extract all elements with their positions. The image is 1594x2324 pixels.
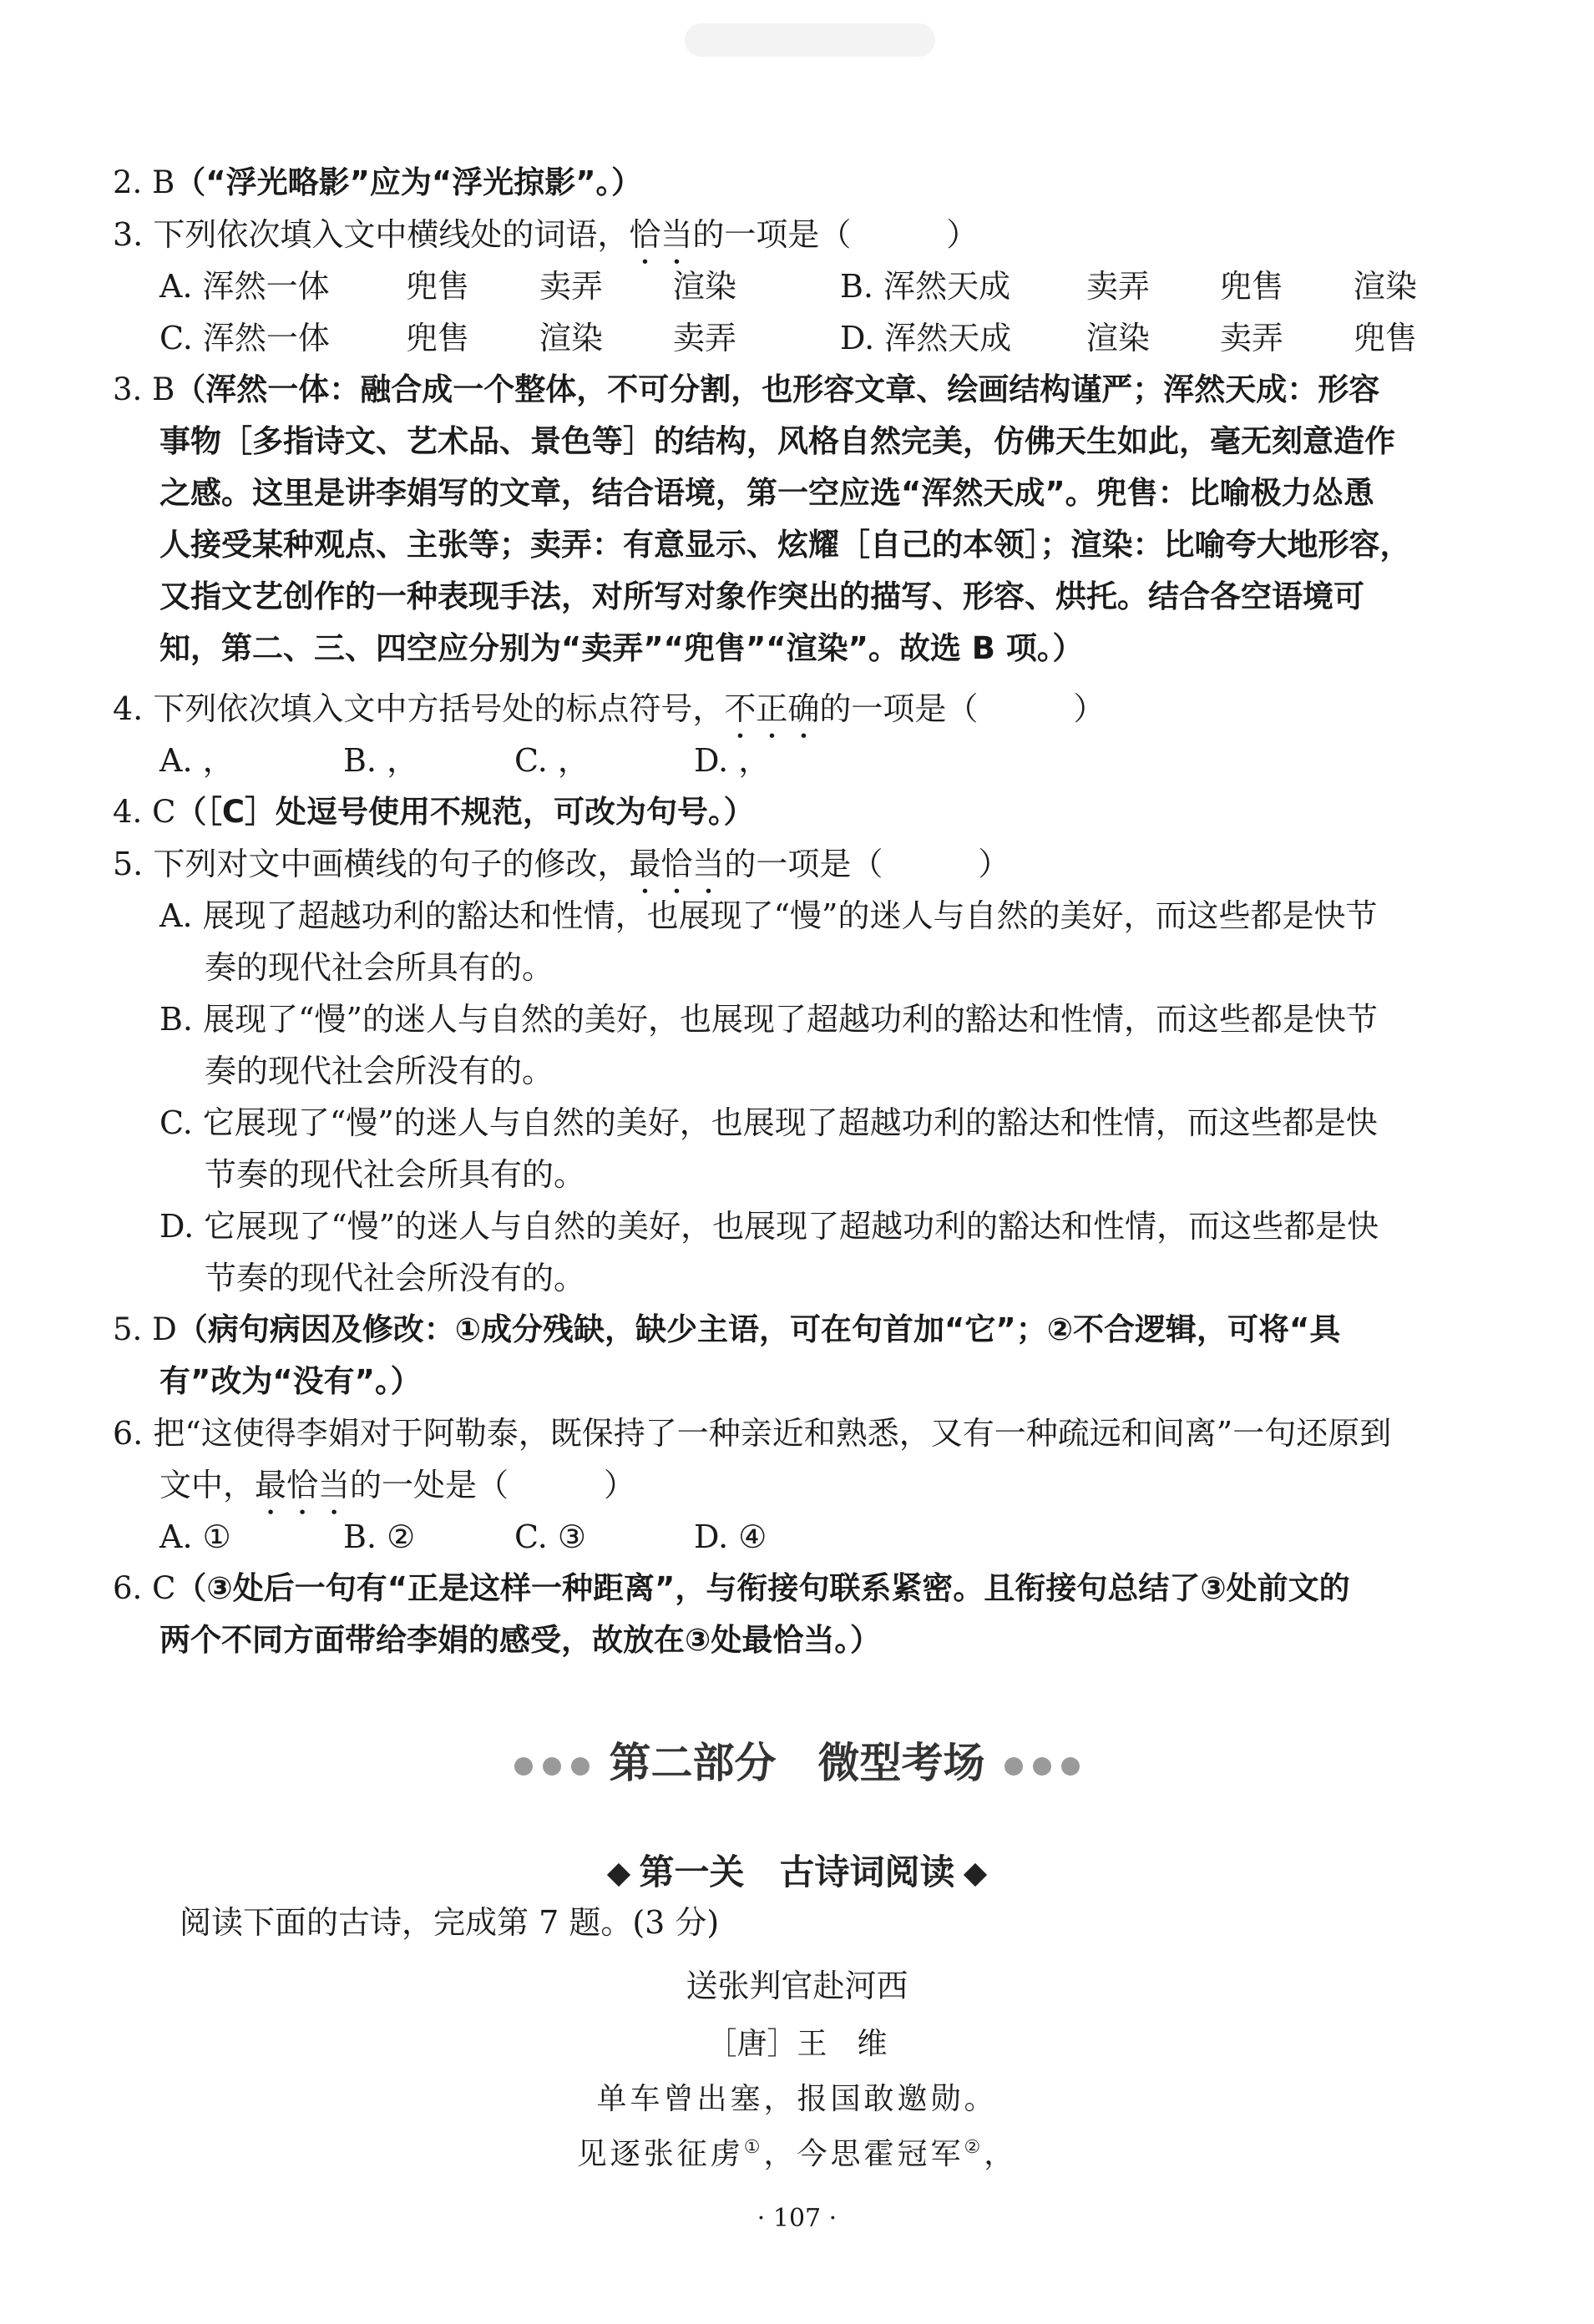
q6-stem [113, 1407, 1499, 1522]
poem-text: ， [984, 2137, 1018, 2171]
answer-text: （“浮光略影”应为“浮光掠影”。） [175, 164, 643, 200]
option-a-word2: 兜售 [406, 268, 470, 305]
q5-option-d [113, 1200, 1499, 1304]
q6-options [113, 1511, 1546, 1563]
stem-text: 文中， [159, 1467, 256, 1503]
option-c-word1: C. 浑然一体 [159, 320, 330, 356]
answer-number: 4. C [113, 794, 176, 830]
footnote-marker: ② [964, 2137, 984, 2158]
q5-option-b [113, 993, 1499, 1097]
option-b: B. ② [343, 1518, 416, 1555]
option-d-word2: 渲染 [1086, 320, 1151, 356]
option-line: A. 展现了超越功利的豁达和性情，也展现了“慢”的迷人与自然的美好，而这些都是快节 [159, 897, 1378, 934]
q5-option-a [113, 890, 1499, 993]
stem-text: 4. 下列依次填入文中方括号处的标点符号， [113, 690, 725, 727]
answer-line: （③处后一句有“正是这样一种距离”，与衔接句联系紧密。且衔接句总结了③处前文的 [175, 1570, 1350, 1606]
bullet-dot-icon [1004, 1757, 1023, 1776]
bullet-dot-icon [1033, 1757, 1051, 1776]
section-title [0, 1730, 1594, 1790]
answer-line: 有”改为“没有”。） [159, 1363, 422, 1399]
option-line: 奏的现代社会所没有的。 [205, 1053, 554, 1089]
option-b-word3: 兜售 [1220, 268, 1284, 305]
q3-options-row2 [113, 312, 1546, 364]
stem-text: 3. 下列依次填入文中横线处的词语， [113, 216, 630, 253]
option-b-word2: 卖弄 [1086, 268, 1151, 305]
option-a: A. ， [159, 742, 235, 779]
q3-options-row1 [113, 260, 1546, 312]
option-c-word2: 兜售 [406, 320, 470, 356]
option-c: C. ③ [514, 1518, 586, 1555]
option-d: D. ④ [694, 1518, 767, 1555]
stem-text: 6. 把“这使得李娟对于阿勒泰，既保持了一种亲近和熟悉，又有一种疏远和间离”一句还原到 [113, 1415, 1392, 1452]
option-c: C. ， [514, 742, 590, 779]
answer-line: （浑然一体：融合成一个整体，不可分割，也形容文章、绘画结构谨严；浑然天成：形容 [175, 371, 1380, 407]
option-d: D. ， [694, 742, 771, 779]
answer-number: 6. C [113, 1570, 176, 1606]
answer-line: 知，第二、三、四空应分别为“卖弄”“兜售”“渲染”。故选 B 项。） [159, 630, 1084, 666]
emphasis-text: 恰当 [629, 216, 693, 253]
answer-line: （病句病因及修改：①成分残缺，缺少主语，可在句首加“它”；②不合逻辑，可将“具 [176, 1311, 1341, 1347]
option-line: B. 展现了“慢”的迷人与自然的美好，也展现了超越功利的豁达和性情，而这些都是快节 [159, 1001, 1378, 1038]
option-d-word4: 兜售 [1354, 320, 1418, 356]
answer-line: 事物［多指诗文、艺术品、景色等］的结构，风格自然完美，仿佛天生如此，毫无刻意造作 [159, 423, 1395, 459]
poem-line-2 [0, 2130, 1594, 2173]
stem-text: 的一项是（ ） [819, 690, 1106, 727]
option-line: C. 它展现了“慢”的迷人与自然的美好，也展现了超越功利的豁达和性情，而这些都是快 [159, 1104, 1378, 1141]
option-b-word1: B. 浑然天成 [840, 268, 1011, 305]
q4-answer [113, 786, 1499, 838]
q5-answer [113, 1304, 1499, 1407]
poem-title: 送张判官赴河西 [686, 1968, 908, 2004]
option-line: 奏的现代社会所具有的。 [205, 949, 554, 986]
stem-text: 的一项是（ ） [692, 216, 979, 253]
answer-number: 2. B [113, 164, 175, 200]
answer-text: （［C］处逗号使用不规范，可改为句号。） [175, 794, 755, 830]
emphasis-text: 最恰当 [255, 1467, 351, 1503]
q6-answer [113, 1563, 1499, 1666]
option-a-word4: 渲染 [673, 268, 737, 305]
option-line: 节奏的现代社会所没有的。 [205, 1260, 586, 1296]
option-a-word3: 卖弄 [539, 268, 604, 305]
answer-line: 又指文艺创作的一种表现手法，对所写对象作突出的描写、形容、烘托。结合各空语境可 [159, 578, 1364, 614]
bullet-dot-icon [514, 1757, 533, 1776]
option-c-word4: 卖弄 [673, 320, 737, 356]
option-line: 节奏的现代社会所具有的。 [205, 1156, 586, 1193]
answer-line: 两个不同方面带给李娟的感受，故放在③处最恰当。） [159, 1622, 881, 1658]
poem-text: ，今思霍冠军 [763, 2137, 964, 2171]
diamond-icon [607, 1862, 630, 1886]
diamond-icon [963, 1862, 986, 1886]
stem-text: 的一处是（ ） [350, 1467, 636, 1503]
answer-number: 5. D [113, 1311, 177, 1347]
instruction-text: 阅读下面的古诗，完成第 7 题。(3 分) [180, 1904, 720, 1941]
footnote-marker: ① [743, 2137, 764, 2158]
option-a-word1: A. 浑然一体 [159, 268, 330, 305]
page-number: · 107 · [757, 2204, 837, 2233]
answer-line: 之感。这里是讲李娟写的文章，结合语境，第一空应选“浑然天成”。兜售：比喻极力怂恿 [159, 475, 1374, 511]
q3-answer [113, 364, 1499, 674]
option-d-word1: D. 浑然天成 [840, 320, 1012, 356]
subsection-title [0, 1845, 1594, 1895]
poem-line-1: 单车曾出塞，报国敢邀勋。 [596, 2082, 998, 2116]
bullet-dot-icon [571, 1757, 590, 1776]
option-c-word3: 渲染 [539, 320, 604, 356]
option-a: A. ① [159, 1518, 231, 1555]
section-title-text: 第二部分 微型考场 [609, 1739, 985, 1787]
option-d-word3: 卖弄 [1220, 320, 1284, 356]
scan-smudge [685, 23, 935, 57]
option-b-word4: 渲染 [1354, 268, 1418, 305]
emphasis-text: 最恰当 [629, 846, 725, 882]
answer-line: 人接受某种观点、主张等；卖弄：有意显示、炫耀［自己的本领］；渲染：比喻夸大地形容， [159, 527, 1411, 563]
bullet-dot-icon [543, 1757, 561, 1776]
stem-text: 的一项是（ ） [724, 846, 1010, 882]
option-b: B. ， [343, 742, 419, 779]
q5-option-c [113, 1097, 1499, 1200]
answer-number: 3. B [113, 371, 175, 407]
bullet-dot-icon [1061, 1757, 1080, 1776]
poem-text: 见逐张征虏 [576, 2137, 744, 2171]
stem-text: 5. 下列对文中画横线的句子的修改， [113, 846, 630, 882]
option-line: D. 它展现了“慢”的迷人与自然的美好，也展现了超越功利的豁达和性情，而这些都是快 [159, 1208, 1379, 1245]
emphasis-text: 不正确 [724, 690, 820, 727]
reading-instruction [180, 1897, 1566, 1948]
poem-author: ［唐］王 维 [706, 2027, 888, 2061]
q4-options [113, 735, 1546, 786]
subsection-title-text: 第一关 古诗词阅读 [639, 1852, 955, 1892]
q2-answer [113, 157, 1499, 209]
